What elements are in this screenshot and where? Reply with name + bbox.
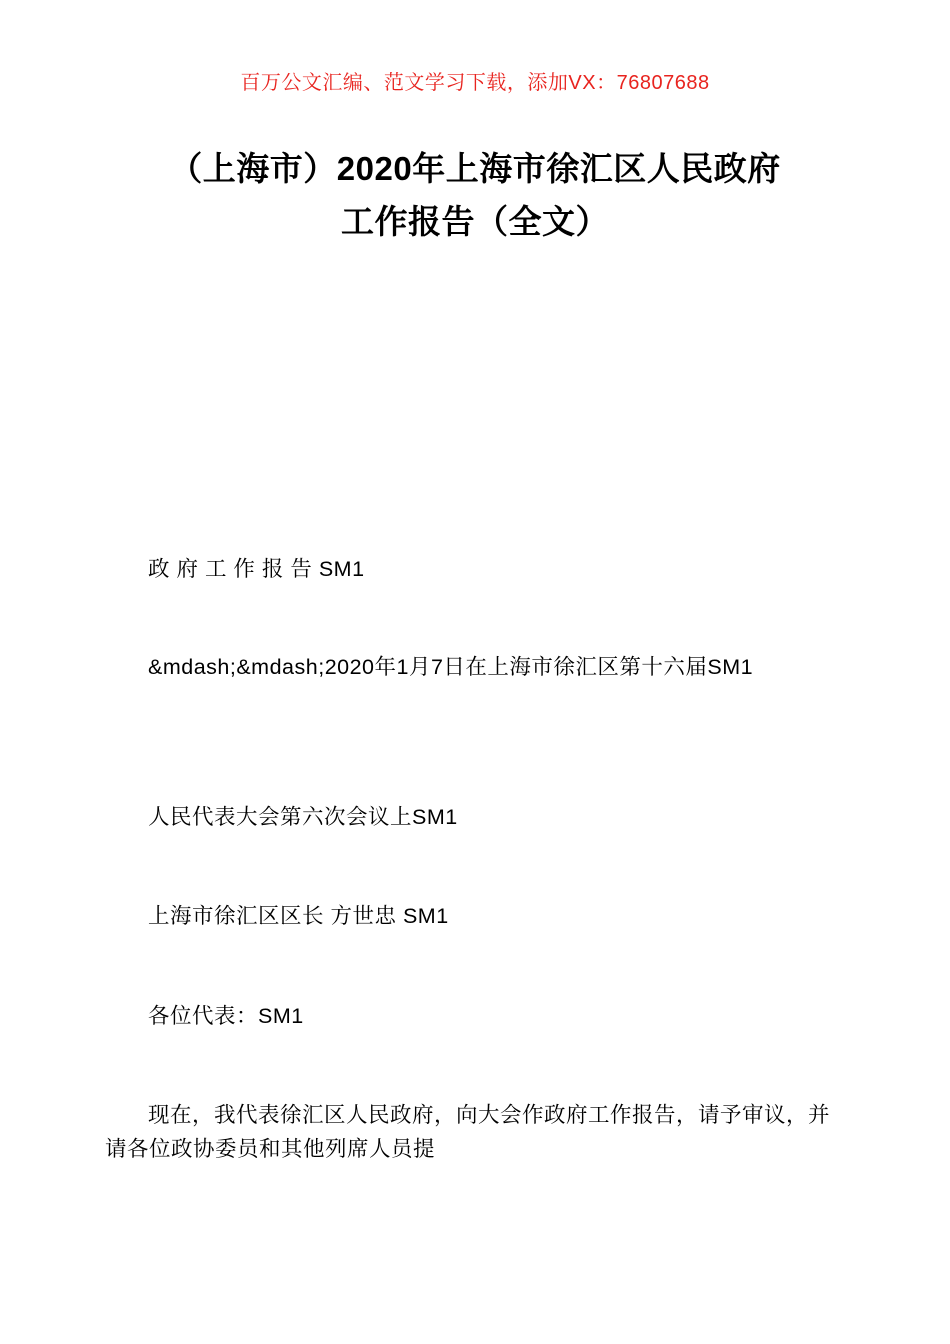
- paragraph-report-heading: 政 府 工 作 报 告 SM1: [148, 557, 365, 581]
- page-title-line-2: 工作报告（全文）: [341, 203, 609, 240]
- paragraph-salutation: 各位代表：SM1: [148, 1004, 304, 1028]
- page-title-line-1: （上海市）2020年上海市徐汇区人民政府: [169, 150, 781, 187]
- watermark-text: 百万公文汇编、范文学习下载，添加VX：76807688: [240, 72, 710, 94]
- paragraph-opening: 现在，我代表徐汇区人民政府，向大会作政府工作报告，请予审议，并请各位政协委员和其他列席人员提: [105, 1103, 831, 1161]
- page-title: [105, 142, 845, 248]
- paragraph-date-session: &mdash;&mdash;2020年1月7日在上海市徐汇区第十六届SM1: [148, 655, 754, 679]
- paragraph-speaker: 上海市徐汇区区长 方世忠 SM1: [148, 904, 449, 928]
- paragraph-congress-session: 人民代表大会第六次会议上SM1: [148, 805, 458, 829]
